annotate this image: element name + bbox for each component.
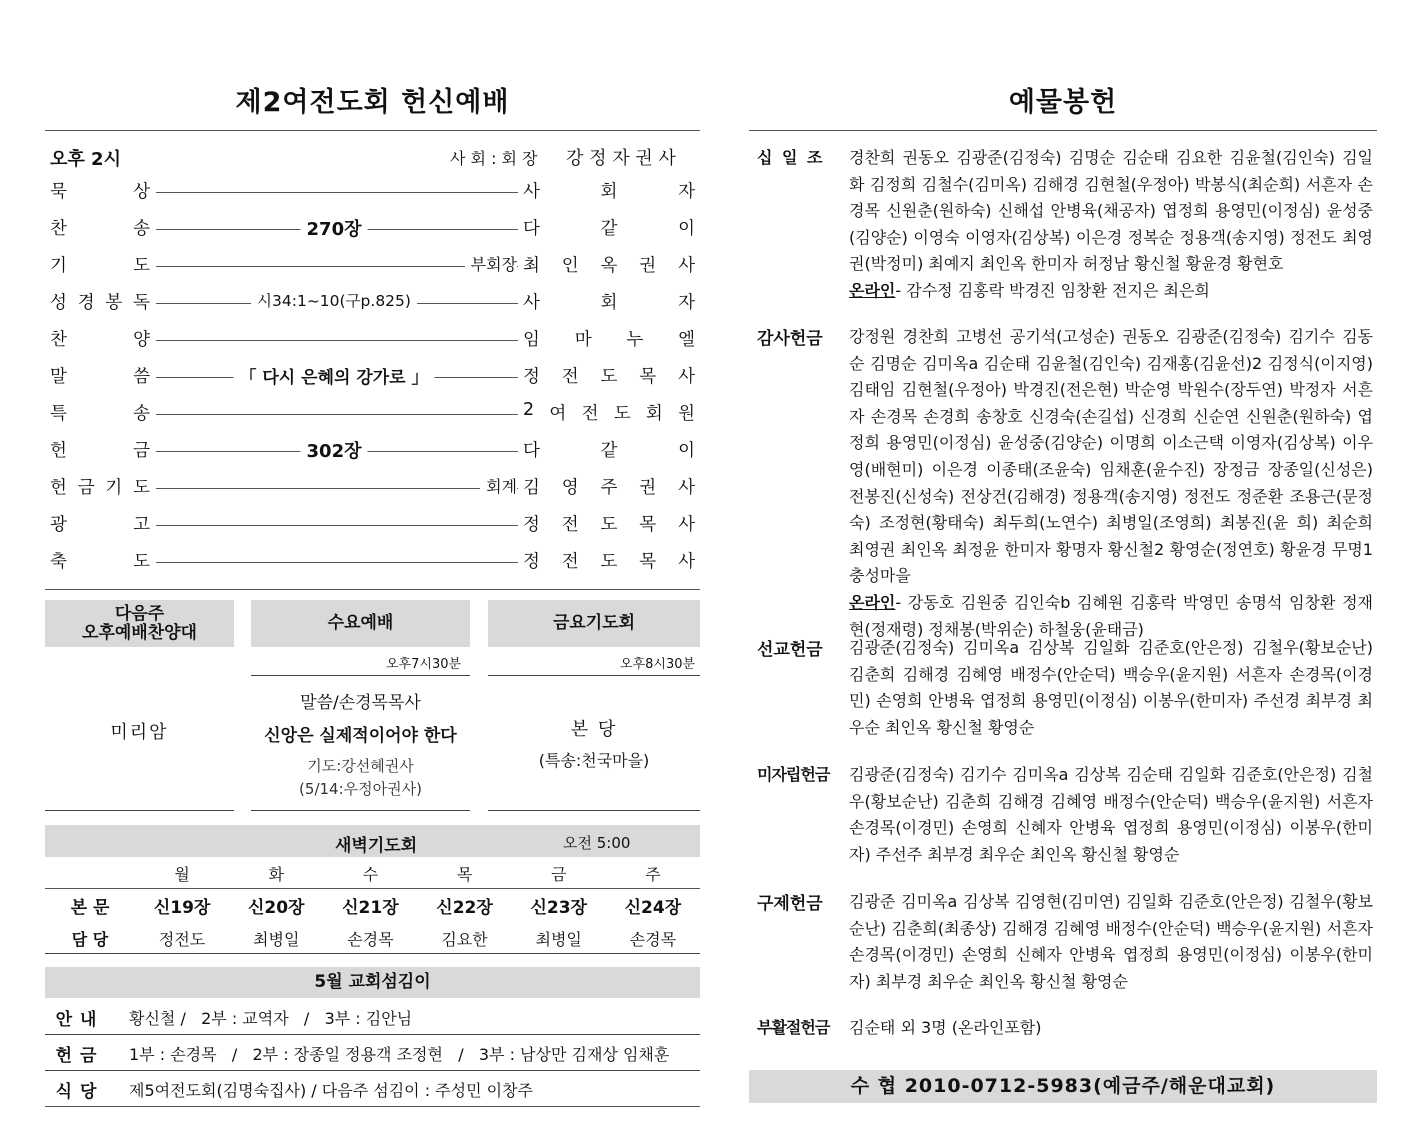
label-char: 도 — [133, 552, 150, 572]
service-row-label — [50, 437, 150, 462]
person-char: 옥 — [600, 256, 618, 276]
person-char: 목 — [639, 367, 657, 387]
dawn-days-row-label — [45, 858, 135, 888]
person-char: 임 — [523, 330, 540, 350]
label-char: 묵 — [50, 182, 67, 202]
service-row-label — [50, 511, 150, 536]
dawn-text-row-cell: 신23장 — [530, 897, 587, 918]
person-char: 사 — [678, 515, 695, 535]
offering-category: 십 일 조 — [757, 148, 825, 167]
service-row-person — [523, 289, 695, 314]
person-char: 2 — [523, 400, 535, 420]
service-row-person — [523, 400, 695, 425]
person-char: 마 — [574, 330, 592, 350]
dawn-leader-row-cell: 김요한 — [441, 929, 488, 949]
person-char: 사 — [523, 182, 540, 202]
person-char: 전 — [561, 367, 579, 387]
person-char: 자 — [678, 182, 695, 202]
offering-names — [849, 1015, 1373, 1042]
offering-names — [849, 889, 1373, 995]
dawn-days-row-cell: 수 — [362, 864, 379, 884]
label-char: 찬 — [50, 330, 67, 350]
person-char: 전 — [561, 515, 579, 535]
duty-value: 1부 : 손경목 / 2부 : 장종일 정용객 조정현 / 3부 : 남상만 김재상 임채훈 — [129, 1044, 670, 1064]
person-char: 자 — [678, 293, 695, 313]
duty-value: 제5여전도회(김명숙집사) / 다음주 섬김이 : 주성민 이창주 — [129, 1080, 533, 1100]
service-row-person — [523, 474, 695, 499]
offering-category: 부활절헌금 — [757, 1018, 830, 1037]
person-char: 엘 — [678, 330, 695, 350]
person-char: 영 — [561, 478, 579, 498]
service-bottom-rule — [45, 589, 700, 590]
person-char: 도 — [600, 552, 618, 572]
dawn-leader-row-cell: 손경목 — [347, 929, 394, 949]
person-char: 사 — [678, 367, 695, 387]
person-char: 원 — [678, 404, 695, 424]
offering-names — [849, 635, 1373, 741]
dawn-bottom-rule — [45, 953, 700, 954]
label-char: 송 — [133, 219, 150, 239]
dawn-text-row — [45, 888, 700, 922]
person-char: 누 — [626, 330, 644, 350]
leader-line — [156, 525, 518, 526]
leader-line — [156, 488, 518, 489]
dawn-days-row-cell: 금 — [550, 864, 567, 884]
person-char: 권 — [639, 256, 657, 276]
fri-header: 금요기도회 — [488, 600, 700, 647]
choir-header-line1: 다음주 — [114, 603, 165, 624]
person-char: 주 — [600, 478, 618, 498]
duty-row — [45, 1000, 700, 1034]
label-char: 도 — [133, 256, 150, 276]
person-char: 같 — [600, 219, 618, 239]
choir-bottom-rule — [45, 810, 234, 811]
online-label: 온라인 — [849, 592, 896, 612]
offering-names — [849, 145, 1373, 305]
offering-category: 구제헌금 — [757, 894, 823, 914]
label-char: 말 — [50, 367, 67, 387]
person-char: 이 — [678, 441, 695, 461]
label-char: 경 — [77, 293, 95, 313]
label-char: 기 — [50, 256, 67, 276]
duty-rule — [45, 1070, 700, 1071]
duty-header — [45, 967, 700, 998]
person-char: 정 — [523, 367, 540, 387]
fri-time: 오후8시30분 — [620, 657, 696, 672]
online-label: 온라인 — [849, 280, 896, 300]
wed-bottom-rule — [251, 810, 470, 811]
service-row-label — [50, 215, 150, 240]
duty-key: 헌금 — [55, 1045, 105, 1066]
person-char: 다 — [523, 441, 540, 461]
dawn-text-row-cell: 신21장 — [342, 897, 399, 918]
dawn-leader-row-label: 담 당 — [71, 929, 109, 949]
service-row-person — [523, 363, 695, 388]
label-char: 금 — [133, 441, 150, 461]
service-row-label — [50, 548, 150, 573]
service-row — [50, 400, 695, 428]
service-row-role: 부회장 — [465, 252, 517, 275]
label-char: 고 — [133, 515, 150, 535]
service-row-label — [50, 474, 150, 499]
fri-special: (특송:천국마을) — [538, 751, 650, 770]
label-char: 헌 — [50, 478, 67, 498]
dawn-days-row-cell: 월 — [174, 864, 190, 884]
service-row — [50, 474, 695, 502]
service-row — [50, 215, 695, 243]
service-row-person — [523, 178, 695, 203]
choir-name: 미리암 — [110, 722, 169, 743]
offering-names — [849, 762, 1373, 868]
person-char: 목 — [639, 552, 657, 572]
label-char: 송 — [133, 404, 150, 424]
service-row-label — [50, 363, 150, 388]
dawn-days-row-cell: 목 — [456, 864, 473, 884]
person-char: 권 — [639, 478, 657, 498]
left-title: 제2여전도회 헌신예배 — [235, 87, 510, 118]
dawn-leader-row-cell: 손경목 — [629, 929, 677, 949]
person-char: 정 — [523, 515, 540, 535]
person-char: 김 — [523, 478, 540, 498]
person-char: 도 — [600, 515, 618, 535]
fri-place: 본 당 — [570, 719, 618, 740]
person-char: 사 — [678, 552, 695, 572]
bank-account: 수 협 2010-0712-5983(예금주/해운대교회) — [749, 1070, 1377, 1103]
leader-line — [156, 340, 518, 341]
wed-sermon: 신앙은 실제적이어야 한다 — [264, 726, 457, 746]
label-char: 봉 — [105, 293, 123, 313]
label-char: 도 — [133, 478, 150, 498]
person-char: 사 — [523, 293, 540, 313]
service-row-detail: 270장 — [301, 215, 368, 241]
dawn-mid-rule — [45, 888, 700, 889]
duty-key: 안내 — [55, 1009, 105, 1030]
dawn-leader-row-cell: 최병일 — [535, 929, 582, 949]
service-row-detail: 「 다시 은혜의 강가로 」 — [233, 363, 434, 388]
service-row — [50, 252, 695, 280]
label-char: 광 — [50, 515, 67, 535]
service-row — [50, 363, 695, 391]
service-row — [50, 437, 695, 465]
service-row-label — [50, 178, 150, 203]
duty-rule — [45, 1106, 700, 1107]
offering-donors: 김광준(김정숙) 김기수 김미옥a 김상복 김순태 김일화 김준호(안은정) 김철우(황보순난) 김춘희 김해경 김혜영 배정수(안순덕) 백승우(윤지원) 서흔자 손경목(이경민) 손영희 신혜자 안병육 엽정희 용영민(이정심) 이봉우(한미자) 주선주 최부경 최우순 최인옥 황신철 황영순 — [849, 765, 1373, 864]
service-row-label — [50, 400, 150, 425]
person-char: 회 — [600, 182, 618, 202]
dawn-days-row — [45, 858, 700, 888]
leader-line — [156, 414, 518, 415]
service-row-person — [523, 252, 695, 277]
choir-header — [45, 600, 234, 647]
duty-title: 5월 교회섬김이 — [314, 972, 431, 992]
offering-donors: 경찬희 권동오 김광준(김정숙) 김명순 김순태 김요한 김윤철(김인숙) 김일화 김정희 김철수(김미옥) 김해경 김현철(우정아) 박봉식(최순희) 서흔자 손경목 신원춘(원하숙) 신해섭 안병육(채공자) 엽정희 용영민(이정심) 윤성중(김양순) 이영숙 이영자(김상복) 이은경 정복순 정용객(송지영) 정전도 최영권(박정미) 최예지 최인옥 한미자 허정남 황신철 황윤경 황현호 — [849, 148, 1373, 274]
choir-header-line2: 오후예배찬양대 — [82, 622, 197, 643]
online-donors: - 감수정 김홍락 박경진 임창환 전지은 최은희 — [895, 280, 1210, 300]
service-time: 오후 2시 — [50, 149, 121, 170]
offering-category: 미자립헌금 — [757, 765, 830, 784]
wed-time-rule — [251, 675, 470, 676]
offering-donors: 김광준(김정숙) 김미옥a 김상복 김일화 김준호(안은정) 김철우(황보순난) 김춘희 김해경 김혜영 배정수(안순덕) 백승우(윤지원) 서흔자 손경목(이경민) 손영희 안병육 엽정희 용영민(이정심) 이봉우(한미자) 주선경 최부경 최우순 최인옥 황신철 황영순 — [849, 638, 1373, 737]
service-row-person — [523, 326, 695, 351]
person-char: 사 — [678, 478, 695, 498]
online-donors: - 강동호 김원중 김인숙b 김혜원 김홍락 박영민 송명석 임창환 정재현(정재령) 정채봉(박위순) 하철웅(윤태금) — [849, 592, 1373, 639]
person-char: 도 — [613, 404, 631, 424]
label-char: 금 — [77, 478, 95, 498]
service-row — [50, 511, 695, 539]
person-char: 최 — [523, 256, 540, 276]
duty-row — [45, 1036, 700, 1070]
left-title-rule — [45, 130, 700, 131]
offering-donors: 김광준 김미옥a 김상복 김영현(김미연) 김일화 김준호(안은정) 김철우(황보순난) 김춘희(최종상) 김해경 김혜영 배정수(안순덕) 백승우(윤지원) 서흔자 손경목(이경민) 손영희 신혜자 안병육 엽정희 용영민(이정심) 이봉우(한미자) 최부경 최우순 최인옥 황신철 황영순 — [849, 892, 1373, 991]
offering-category: 감사헌금 — [757, 329, 823, 349]
label-char: 찬 — [50, 219, 67, 239]
person-char: 정 — [523, 552, 540, 572]
service-row — [50, 326, 695, 354]
label-char: 씀 — [133, 367, 150, 387]
leader-line — [156, 192, 518, 193]
wed-preacher: 말씀/손경목목사 — [300, 693, 421, 713]
dawn-text-row-cell: 신24장 — [624, 897, 682, 918]
leader-line — [156, 562, 518, 563]
right-title: 예물봉헌 — [1008, 87, 1118, 118]
service-row-person — [523, 215, 695, 240]
fri-bottom-rule — [488, 810, 700, 811]
dawn-days-row-cell: 화 — [268, 864, 284, 884]
service-row-person — [523, 511, 695, 536]
wed-time: 오후7시30분 — [386, 657, 462, 672]
label-char: 성 — [50, 293, 67, 313]
service-row-person — [523, 548, 695, 573]
dawn-text-row-cell: 신20장 — [247, 897, 305, 918]
dawn-title: 새벽기도회 — [335, 836, 418, 856]
label-char: 상 — [133, 182, 150, 202]
person-char: 같 — [600, 441, 618, 461]
person-char: 이 — [678, 219, 695, 239]
service-row — [50, 548, 695, 576]
duty-rule — [45, 1034, 700, 1035]
wed-prayer: 기도:강선혜권사 — [307, 757, 414, 775]
person-char: 인 — [561, 256, 579, 276]
person-char: 전 — [561, 552, 579, 572]
person-char: 목 — [639, 515, 657, 535]
fri-time-rule — [488, 675, 700, 676]
offering-category: 선교헌금 — [757, 640, 823, 660]
dawn-text-row-label: 본 문 — [70, 897, 110, 918]
dawn-leader-row-cell: 정전도 — [158, 929, 206, 949]
offering-donors: 김순태 외 3명 (온라인포함) — [849, 1018, 1042, 1037]
service-row-label — [50, 326, 150, 351]
right-title-rule — [749, 130, 1377, 131]
dawn-text-row-cell: 신22장 — [436, 897, 493, 918]
presider-name: 강 정 자 권 사 — [566, 148, 676, 169]
person-char: 전 — [581, 404, 599, 424]
dawn-header — [45, 825, 700, 857]
service-row-label — [50, 252, 150, 277]
service-row-label — [50, 289, 150, 314]
dawn-table — [45, 858, 700, 954]
label-char: 축 — [50, 552, 67, 572]
person-char: 회 — [600, 293, 618, 313]
service-row-person — [523, 437, 695, 462]
dawn-time: 오전 5:00 — [563, 834, 631, 852]
dawn-text-row-cell: 신19장 — [153, 897, 211, 918]
person-char: 다 — [523, 219, 540, 239]
service-row — [50, 289, 695, 317]
duty-key: 식당 — [55, 1081, 105, 1102]
label-char: 헌 — [50, 441, 67, 461]
wed-header: 수요예배 — [251, 600, 470, 647]
label-char: 특 — [50, 404, 67, 424]
service-row — [50, 178, 695, 206]
label-char: 기 — [105, 478, 123, 498]
label-char: 독 — [133, 293, 150, 313]
presider-label: 사 회 : 회 장 — [450, 149, 538, 168]
dawn-leader-row — [45, 922, 700, 954]
dawn-days-row-cell: 주 — [645, 864, 661, 884]
person-char: 회 — [645, 404, 663, 424]
person-char: 도 — [600, 367, 618, 387]
dawn-leader-row-cell: 최병일 — [253, 929, 300, 949]
person-char: 여 — [549, 404, 567, 424]
offering-names — [849, 324, 1373, 643]
label-char: 양 — [133, 330, 150, 350]
offering-donors: 강정원 경찬희 고병선 공기석(고성순) 권동오 김광준(김정숙) 김기수 김동순 김명순 김미옥a 김순태 김윤철(김인숙) 김재홍(김윤선)2 김정식(이지영) 김태임 김현철(우정아) 박경진(전은현) 박순영 박원수(장두연) 박정자 서흔자 손경목 손경희 송창호 신경숙(손길섭) 신경희 신순연 신원춘(원하숙) 엽정희 용영민(이정심) 윤성중(김양순) 이명희 이소근택 이영자(김상복) 이우영(배현미) 이은경 이종태(조윤숙) 임채훈(윤수진) 장정금 장종일(신성은) 전봉진(신성숙) 전상건(김해경) 정용객(송지영) 정전도 정준환 조용근(문정숙) 조정현(황태숙) 최두희(노연수) 최병일(조영희) 최봉진(윤 희) 최순희 최영권 최인옥 최정윤 한미자 황명자 황신철2 황영순(정연호) 황윤경 무명1 충성마을 — [849, 327, 1373, 586]
service-row-detail: 시34:1~10(구p.825) — [251, 289, 417, 311]
wed-next-prayer: (5/14:우정아권사) — [299, 780, 422, 798]
duty-row — [45, 1072, 700, 1106]
person-char: 사 — [678, 256, 695, 276]
duty-value: 황신철 / 2부 : 교역자 / 3부 : 김안님 — [129, 1008, 413, 1028]
service-row-role: 회계 — [480, 474, 517, 497]
service-row-detail: 302장 — [301, 437, 368, 463]
